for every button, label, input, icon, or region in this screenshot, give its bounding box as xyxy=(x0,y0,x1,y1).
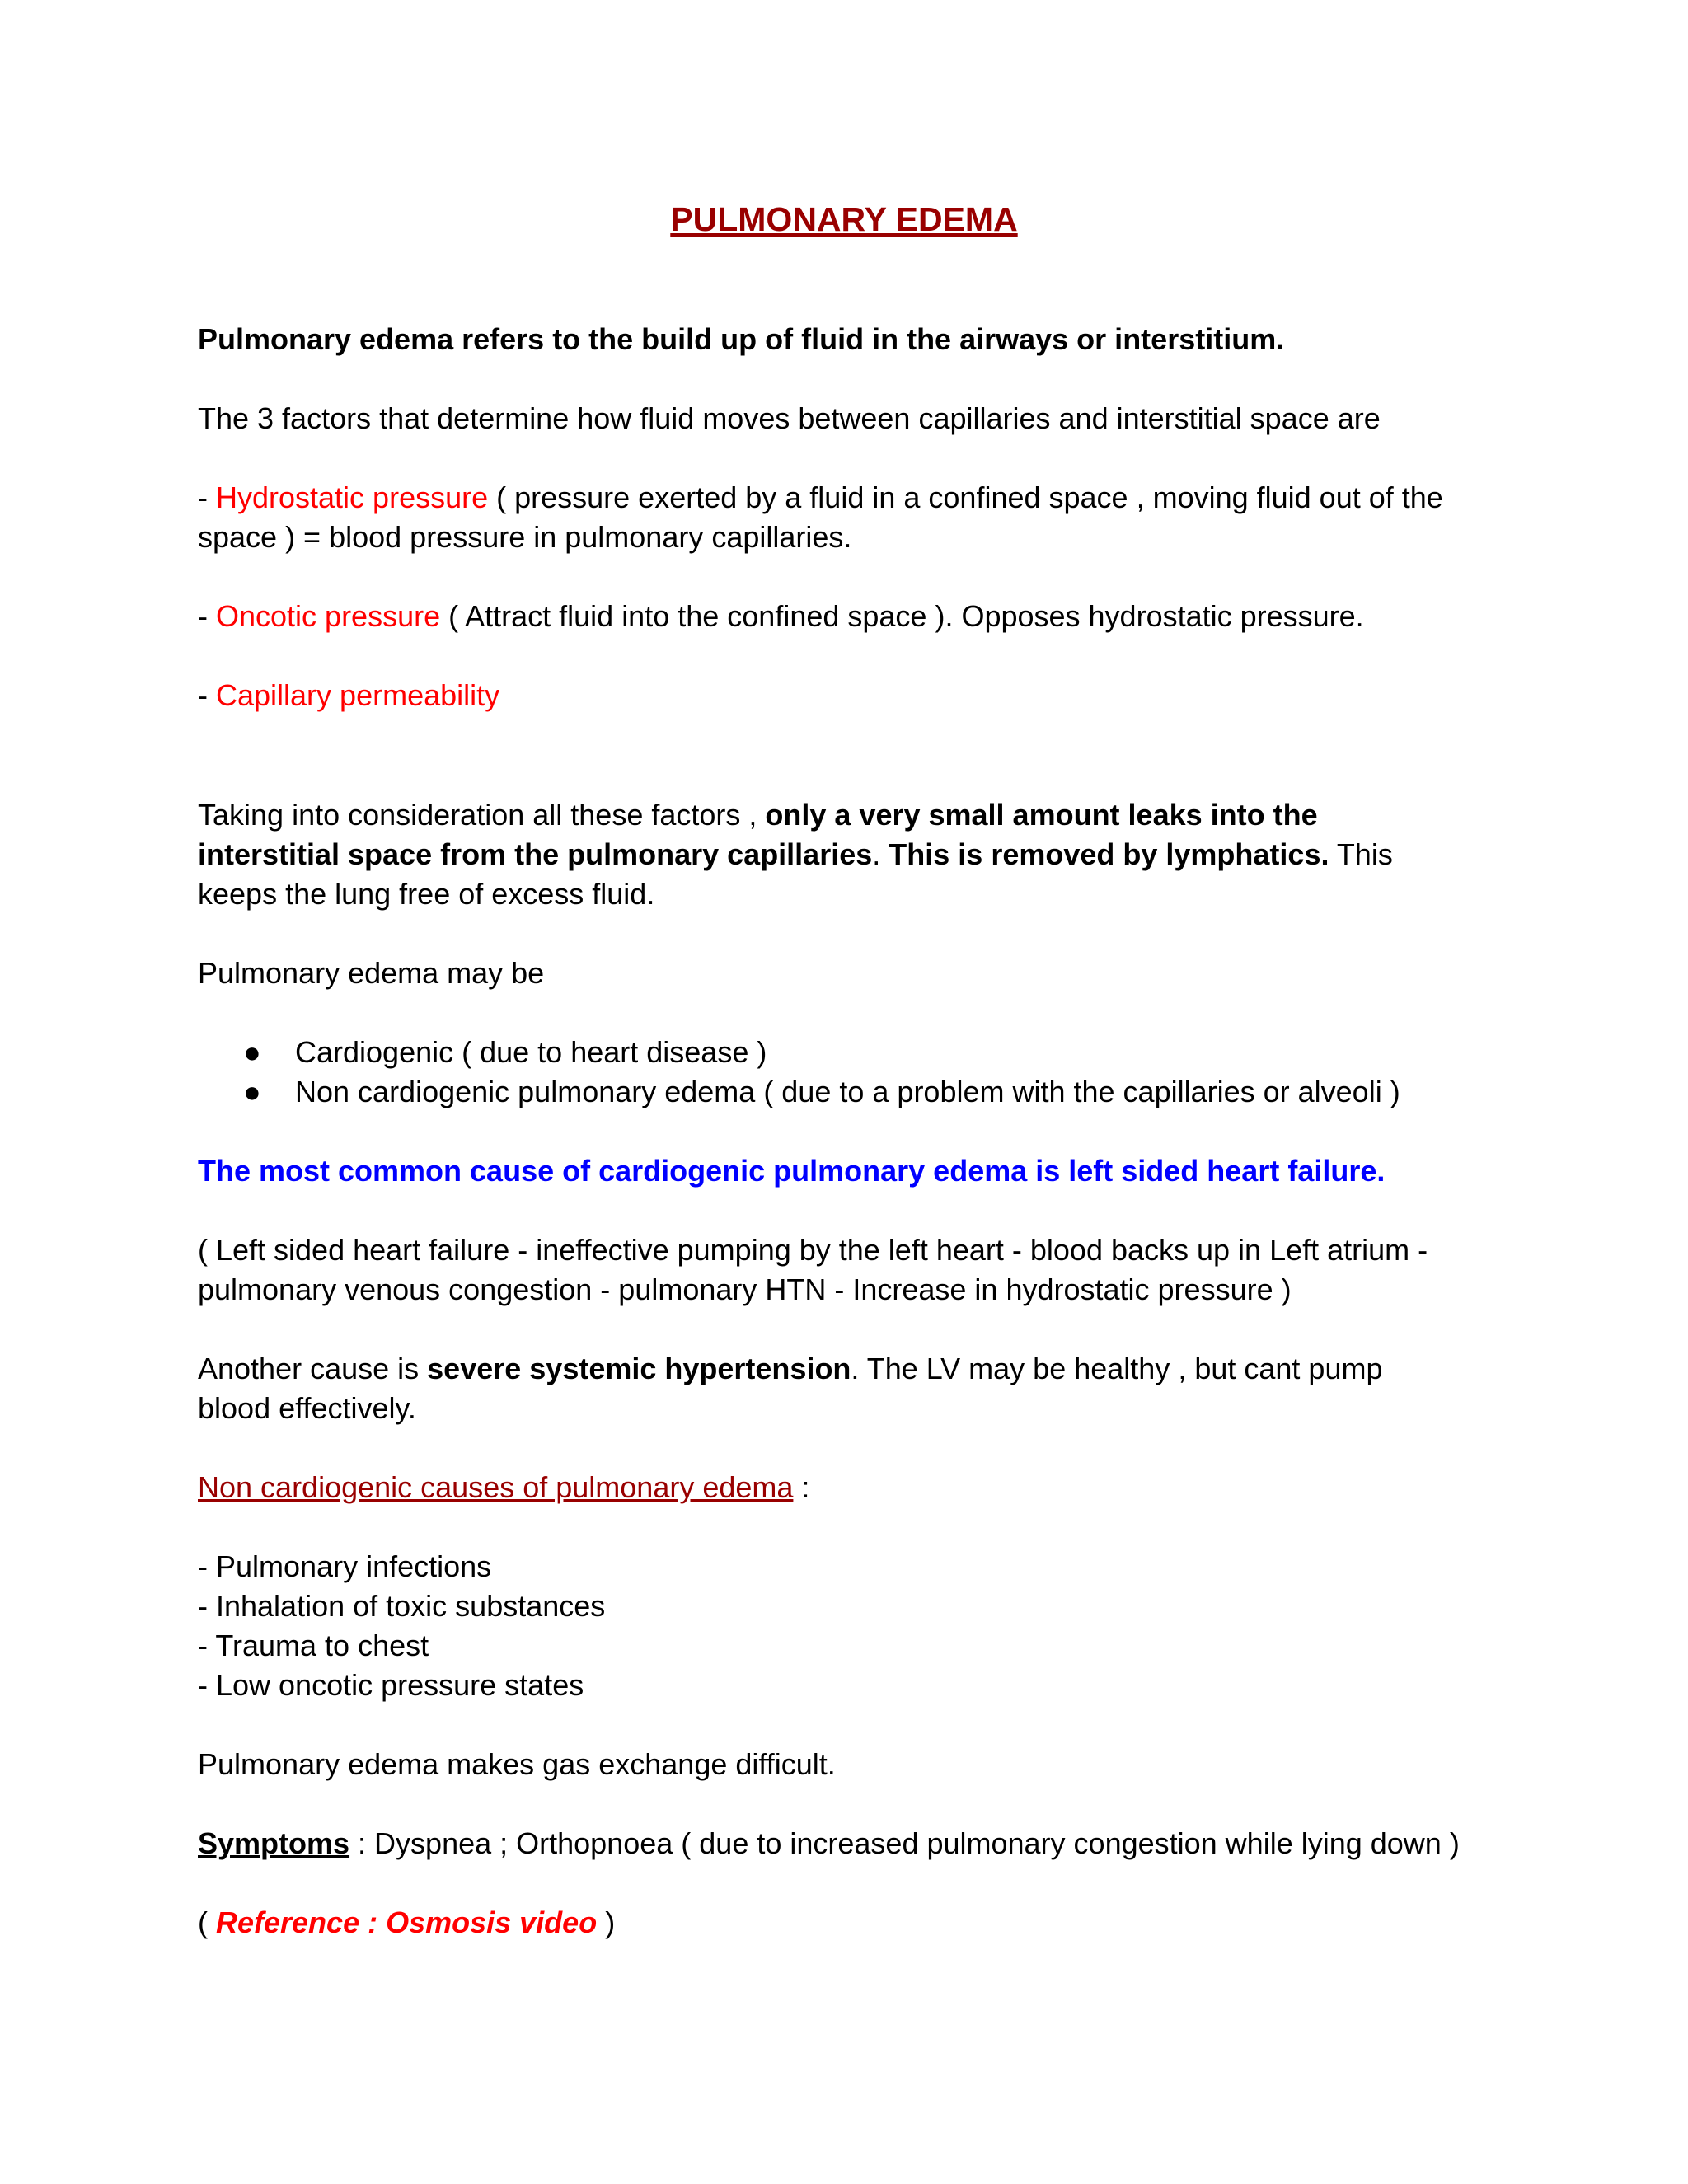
dash: - xyxy=(198,599,216,633)
factor-hydrostatic-line2: space ) = blood pressure in pulmonary capillaries. xyxy=(198,520,852,554)
bullet-icon: ● xyxy=(243,1035,261,1069)
consideration-plain: Taking into consideration all these factors , xyxy=(198,798,766,832)
page-title: PULMONARY EDEMA xyxy=(670,200,1018,238)
permeability-term: Capillary permeability xyxy=(216,678,500,712)
reference-text: Reference : Osmosis video xyxy=(216,1905,598,1939)
bullet-icon: ● xyxy=(243,1075,261,1108)
reference-line xyxy=(198,1903,1517,1943)
another-cause-line1 xyxy=(198,1349,1517,1389)
consideration-line1 xyxy=(198,795,1517,835)
may-be-intro: Pulmonary edema may be xyxy=(198,956,545,990)
consideration-bold-2: interstitial space from the pulmonary capillaries xyxy=(198,837,873,871)
factor-oncotic xyxy=(198,597,1517,636)
factor-permeability xyxy=(198,676,1517,715)
common-cause-statement: The most common cause of cardiogenic pulmonary edema is left sided heart failure. xyxy=(198,1154,1386,1188)
list-item: - Pulmonary infections xyxy=(198,1549,492,1583)
lymphatics-bold: This is removed by lymphatics. xyxy=(889,837,1329,871)
reference-close: ) xyxy=(597,1905,616,1939)
list-item: - Low oncotic pressure states xyxy=(198,1668,584,1702)
symptoms-text: : Dyspnea ; Orthopnoea ( due to increased pulmonary congestion while lying down ) xyxy=(349,1826,1460,1860)
non-cardio-heading-line xyxy=(198,1468,1517,1507)
factors-intro: The 3 factors that determine how fluid moves between capillaries and interstitial space are xyxy=(198,401,1381,435)
oncotic-term: Oncotic pressure xyxy=(216,599,441,633)
consideration-line3: keeps the lung free of excess fluid. xyxy=(198,877,655,911)
gas-exchange-statement: Pulmonary edema makes gas exchange difficult. xyxy=(198,1747,836,1781)
list-item-cardiogenic: Cardiogenic ( due to heart disease ) xyxy=(295,1035,767,1069)
non-cardio-colon: : xyxy=(793,1470,810,1504)
definition-paragraph: Pulmonary edema refers to the build up of fluid in the airways or interstitium. xyxy=(198,322,1285,356)
lhf-chain-line2: pulmonary venous congestion - pulmonary HTN - Increase in hydrostatic pressure ) xyxy=(198,1272,1292,1306)
hydrostatic-desc: ( pressure exerted by a fluid in a confined space , moving fluid out of the xyxy=(488,480,1443,514)
hydrostatic-term: Hydrostatic pressure xyxy=(216,480,489,514)
another-cause-line2: blood effectively. xyxy=(198,1391,416,1425)
lhf-chain-line1: ( Left sided heart failure - ineffective pumping by the left heart - blood backs up in Left atrium - xyxy=(198,1233,1428,1267)
consideration-period: . xyxy=(872,837,889,871)
factor-hydrostatic-line1 xyxy=(198,478,1517,518)
list-item: - Trauma to chest xyxy=(198,1629,429,1662)
symptoms-label: Symptoms xyxy=(198,1826,350,1860)
oncotic-desc: ( Attract fluid into the confined space ). Opposes hydrostatic pressure. xyxy=(440,599,1364,633)
another-cause-plain: Another cause is xyxy=(198,1352,428,1385)
list-item: - Inhalation of toxic substances xyxy=(198,1589,606,1623)
consideration-this: This xyxy=(1329,837,1393,871)
reference-open: ( xyxy=(198,1905,216,1939)
symptoms-line xyxy=(198,1824,1517,1863)
consideration-bold: only a very small amount leaks into the xyxy=(765,798,1318,832)
dash: - xyxy=(198,480,216,514)
list-item-non-cardiogenic: Non cardiogenic pulmonary edema ( due to a problem with the capillaries or alveoli ) xyxy=(295,1075,1400,1108)
consideration-line2 xyxy=(198,835,1517,874)
another-cause-rest: . The LV may be healthy , but cant pump xyxy=(851,1352,1383,1385)
dash: - xyxy=(198,678,216,712)
non-cardio-heading: Non cardiogenic causes of pulmonary edema xyxy=(198,1470,794,1504)
hypertension-bold: severe systemic hypertension xyxy=(427,1352,851,1385)
